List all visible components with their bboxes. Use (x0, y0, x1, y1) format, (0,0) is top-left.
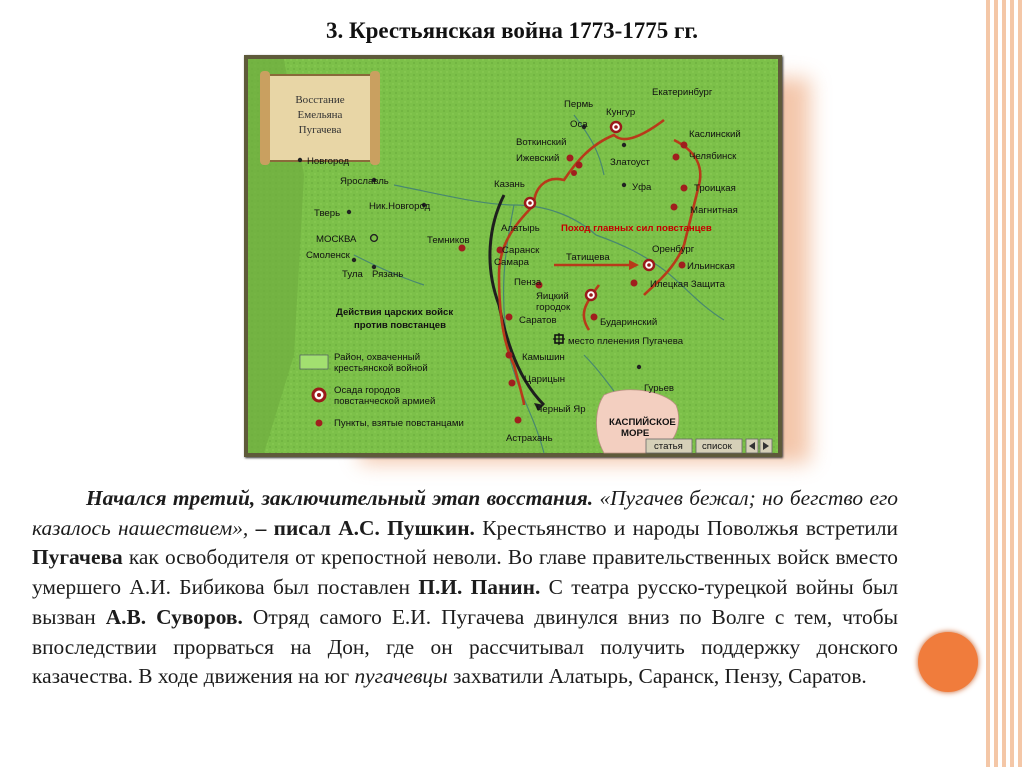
label-temnikov: Темников (427, 235, 470, 246)
tsar-troops-label-2: против повстанцев (354, 320, 447, 331)
suvorov-name: А.В. Суворов. (105, 604, 243, 629)
label-saratov: Саратов (519, 315, 557, 326)
label-perm: Пермь (564, 99, 594, 110)
capture-marker (553, 333, 565, 345)
label-kamyshin: Камышин (522, 352, 565, 363)
scroll-line-2: Емельяна (297, 109, 343, 121)
label-novgorod: Новгород (307, 156, 350, 167)
label-guryev: Гурьев (644, 383, 675, 394)
label-orenburg: Оренбург (652, 244, 695, 255)
label-osa: Оса (570, 119, 588, 130)
legend-taken: Пункты, взятые повстанцами (334, 418, 464, 429)
label-tver: Тверь (314, 208, 341, 219)
label-alatyr: Алатырь (501, 223, 540, 234)
pugachev-name: Пугачева (32, 545, 123, 570)
label-ilinskaya: Ильинская (687, 261, 735, 272)
label-izhevsky: Ижевский (516, 153, 560, 164)
pugachevtsy-word: пугачевцы (354, 664, 448, 689)
label-tula: Тула (342, 269, 363, 280)
map-nav-buttons[interactable] (646, 439, 772, 453)
scroll-line-1: Восстание (295, 94, 345, 106)
label-zlatoust: Златоуст (610, 157, 650, 168)
label-yaik-1: Яицкий (536, 291, 569, 302)
label-ryazan: Рязань (372, 269, 404, 280)
pushkin-quote: «Пугачев бежал; но бегство его казалось нашествием», (32, 486, 898, 540)
label-tsaritsyn: Царицын (524, 374, 566, 385)
label-samara: Самара (494, 257, 529, 268)
panin-name: П.И. Панин. (418, 575, 541, 600)
text-fragment-2: как освободителя от крепостной неволи. Во главе правительственных войск вместо умершего А.И. Бибикова был поставлен (32, 545, 898, 600)
label-penza: Пенза (514, 277, 542, 288)
label-budarinsky: Бударинский (600, 317, 658, 328)
text-fragment-5: захватили Алатырь, Саранск, Пензу, Саратов. (447, 664, 867, 689)
article-button-label: статья (654, 441, 683, 452)
legend-area-1: Район, охваченный (334, 352, 421, 363)
legend-siege-2: повстанческой армией (334, 396, 436, 407)
label-saransk: Саранск (502, 245, 540, 256)
decorative-orange-circle (918, 632, 978, 692)
label-yaroslavl: Ярославль (340, 176, 389, 187)
legend-area-2: крестьянской войной (334, 363, 428, 374)
label-astrakhan: Астрахань (506, 433, 553, 444)
map-scroll-title (260, 71, 380, 165)
main-route-label: Поход главных сил повстанцев (561, 223, 712, 234)
pushkin-attribution: – писал А.С. Пушкин. (248, 515, 475, 540)
label-cherny-yar: Черный Яр (536, 404, 586, 415)
text-fragment-1: Крестьянство и народы Поволжья встретили (474, 515, 898, 540)
label-capture: место пленения Пугачева (568, 336, 684, 347)
label-moscow: МОСКВА (316, 234, 357, 245)
caspian-label-2: МОРЕ (621, 428, 650, 439)
slide-title: 3. Крестьянская война 1773-1775 гг. (325, 18, 699, 43)
label-ekaterinburg: Екатеринбург (652, 87, 713, 98)
sentence-1: Начался третий, заключительный этап восстания. (86, 486, 594, 510)
scroll-line-3: Пугачева (298, 124, 342, 136)
list-button-label: список (702, 441, 732, 452)
text-fragment-4: Отряд самого Е.И. Пугачева двинулся вниз по Волге с тем, чтобы впоследствии прорваться на Дон, где он рассчитывал получить поддержку донского казачества. В ходе движения на юг (32, 604, 898, 689)
decorative-stripes (986, 0, 1024, 767)
label-smolensk: Смоленск (306, 250, 350, 261)
caspian-label-1: КАСПИЙСКОЕ (609, 417, 676, 428)
label-ufa: Уфа (632, 182, 652, 193)
label-yaik-2: городок (536, 302, 571, 313)
body-paragraph (32, 484, 898, 692)
label-nizhny: Ник.Новгород (369, 201, 431, 212)
label-ilets: Илецкая Защита (650, 279, 725, 290)
label-kazan: Казань (494, 179, 525, 190)
historical-map (244, 55, 782, 457)
label-tatishcheva: Татищева (566, 252, 610, 263)
legend-siege-1: Осада городов (334, 385, 401, 396)
label-chelyabinsk: Челябинск (689, 151, 737, 162)
label-votkinsky: Воткинский (516, 137, 567, 148)
label-troitskaya: Троицкая (694, 183, 736, 194)
text-fragment-3: С театра русско-турецкой войны был вызван (32, 575, 898, 629)
label-magnitnaya: Магнитная (690, 205, 738, 216)
label-kungur: Кунгур (606, 107, 636, 118)
tsar-troops-label-1: Действия царских войск (336, 307, 454, 318)
label-kaslinsky: Каслинский (689, 129, 741, 140)
